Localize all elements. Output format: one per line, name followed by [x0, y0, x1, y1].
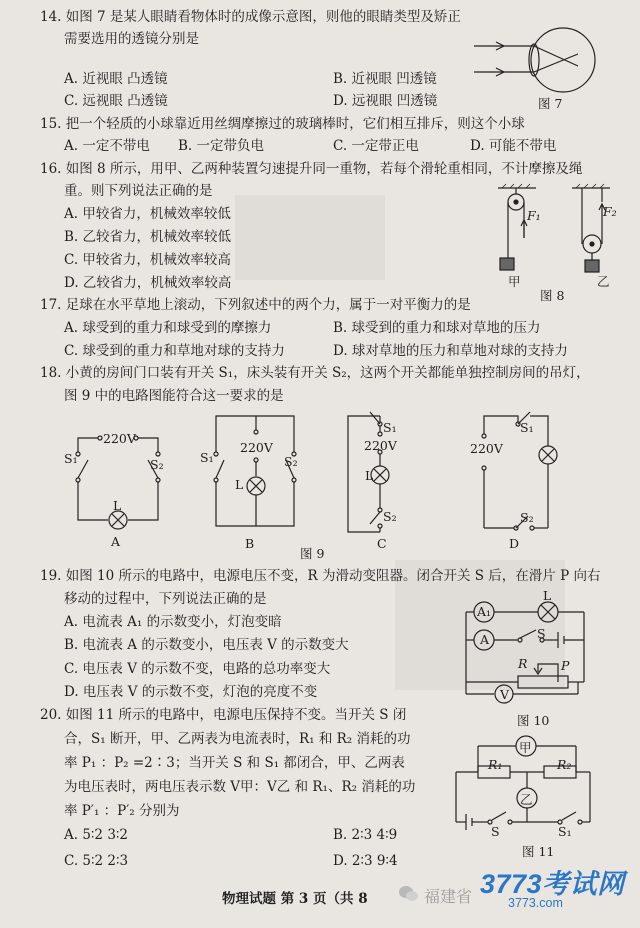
circuit-a-s1-label: S₁	[64, 451, 78, 466]
circuit-a-lamp-label: L	[113, 498, 122, 513]
q20-stem-line2: 合，S₁ 断开，甲、乙两表为电流表时，R₁ 和 R₂ 消耗的功	[64, 731, 411, 747]
circuit-a-220v-label: 220V	[103, 431, 136, 446]
figure-9-circuit-a	[70, 412, 170, 532]
figure-8-pulleys	[492, 182, 622, 282]
circuit-b-220v-label: 220V	[240, 440, 273, 455]
q20-option-a: A. 5∶2 3∶2	[64, 827, 129, 843]
figure-11-caption: 图 11	[522, 844, 555, 859]
figure-9-caption: 图 9	[300, 546, 325, 561]
q20-stem-line1: 20. 如图 11 所示的电路中，电源电压保持不变。当开关 S 闭	[40, 707, 407, 723]
figure-11-yi-meter: 乙	[520, 792, 533, 807]
figure-10-r-label: R	[518, 656, 528, 671]
q14-stem-line2: 需要选用的透镜分别是	[64, 31, 199, 47]
figure-9-circuit-b	[206, 408, 306, 538]
figure-11-s-label: S	[491, 824, 500, 839]
circuit-b-s1-label: S₁	[200, 450, 214, 465]
q16-stem-line1: 16. 如图 8 所示，用甲、乙两种装置匀速提升同一重物，若每个滑轮重相同，不计摩擦及绳	[40, 161, 583, 177]
figure-11-s1-label: S₁	[558, 824, 572, 839]
page-footer: 物理试题 第 3 页（共 8	[222, 891, 368, 907]
circuit-b-letter: B	[245, 536, 255, 551]
q14-option-c: C. 远视眼 凸透镜	[64, 93, 168, 109]
circuit-c-letter: C	[377, 536, 387, 551]
q18-stem-line1: 18. 小黄的房间门口装有开关 S₁，床头装有开关 S₂，这两个开关都能单独控制房间的吊灯，	[40, 365, 590, 381]
figure-8-f1-label: F₁	[527, 208, 541, 223]
circuit-a-letter: A	[111, 534, 121, 549]
q20-option-d: D. 2∶3 9∶4	[333, 853, 398, 869]
figure-8-yi-label: 乙	[597, 274, 610, 289]
circuit-d-220v-label: 220V	[470, 441, 503, 456]
q20-stem-line5: 率 P′₁ ：P′₂ 分别为	[64, 803, 180, 819]
figure-9-circuit-d	[474, 410, 564, 540]
circuit-d-s1-label: S₁	[520, 420, 534, 435]
q16-option-c: C. 甲较省力，机械效率较高	[64, 252, 231, 268]
q20-option-b: B. 2∶3 4∶9	[333, 827, 398, 843]
figure-10-caption: 图 10	[517, 713, 550, 728]
q14-option-a: A. 近视眼 凸透镜	[64, 71, 168, 87]
figure-7-caption: 图 7	[538, 96, 563, 111]
q19-option-b: B. 电流表 A 的示数变小，电压表 V 的示数变大	[64, 637, 349, 653]
q15-option-c: C. 一定带正电	[333, 138, 419, 154]
q15-stem: 15. 把一个轻质的小球靠近用丝绸摩擦过的玻璃棒时，它们相互排斥，则这个小球	[40, 116, 525, 132]
q17-option-a: A. 球受到的重力和球受到的摩擦力	[64, 320, 272, 336]
q16-option-d: D. 乙较省力，机械效率较高	[64, 275, 232, 291]
figure-9-circuit-c	[340, 410, 420, 540]
figure-8-jia-label: 甲	[508, 274, 521, 289]
bleed-through-mark	[235, 195, 385, 280]
q14-option-b: B. 近视眼 凹透镜	[333, 71, 437, 87]
watermark-wechat-text: 福建省	[424, 887, 473, 906]
q16-option-b: B. 乙较省力，机械效率较低	[64, 229, 232, 245]
q20-option-c: C. 5∶2 2∶3	[64, 853, 129, 869]
q19-option-c: C. 电压表 V 的示数不变，电路的总功率变大	[64, 661, 331, 677]
q19-stem-line1: 19. 如图 10 所示的电路中，电源电压不变，R 为滑动变阻器。闭合开关 S 后，在滑片 P 向右	[40, 568, 601, 584]
figure-10-v-meter: V	[500, 687, 510, 702]
wechat-icon	[398, 884, 420, 904]
watermark-brand: 3773考试网	[480, 869, 625, 899]
watermark-url: 3773.com	[508, 896, 563, 910]
circuit-c-s1-label: S₁	[383, 420, 397, 435]
circuit-a-s2-label: S₂	[150, 457, 164, 472]
q15-option-b: B. 一定带负电	[178, 138, 265, 154]
circuit-d-s2-label: S₂	[520, 510, 534, 525]
q16-option-a: A. 甲较省力，机械效率较低	[64, 206, 231, 222]
figure-10-lamp-label: L	[543, 588, 552, 603]
q14-option-d: D. 远视眼 凹透镜	[333, 93, 438, 109]
figure-10-a-meter: A	[480, 632, 490, 647]
figure-11-r1-label: R₁	[488, 757, 503, 772]
circuit-b-s2-label: S₂	[284, 454, 298, 469]
figure-10-p-label: P	[561, 658, 570, 673]
q17-option-c: C. 球受到的重力和草地对球的支持力	[64, 343, 285, 359]
q15-option-d: D. 可能不带电	[470, 138, 557, 154]
circuit-c-lamp-label: L	[365, 468, 374, 483]
figure-11-jia-meter: 甲	[519, 740, 532, 755]
q19-option-d: D. 电压表 V 的示数不变，灯泡的亮度不变	[64, 684, 318, 700]
q19-option-a: A. 电流表 A₁ 的示数变小，灯泡变暗	[64, 614, 282, 630]
q17-stem: 17. 足球在水平草地上滚动，下列叙述中的两个力，属于一对平衡力的是	[40, 297, 471, 313]
q17-option-b: B. 球受到的重力和球对草地的压力	[333, 320, 541, 336]
circuit-d-letter: D	[509, 536, 520, 551]
q16-stem-line2: 重。则下列说法正确的是	[64, 183, 213, 199]
figure-11-r2-label: R₂	[557, 757, 572, 772]
figure-7-eye-diagram	[468, 24, 598, 104]
circuit-b-lamp-label: L	[235, 477, 244, 492]
q19-stem-line2: 移动的过程中，下列说法正确的是	[64, 591, 267, 607]
q20-stem-line3: 率 P₁ ：P₂ =2∶3；当开关 S 和 S₁ 都闭合，甲、乙两表	[64, 755, 405, 771]
circuit-c-220v-label: 220V	[364, 438, 397, 453]
figure-10-a1-meter: A₁	[477, 604, 492, 619]
q17-option-d: D. 球对草地的压力和草地对球的支持力	[333, 343, 568, 359]
q20-stem-line4: 为电压表时，两电压表示数 V甲：V乙 和 R₁、R₂ 消耗的功	[64, 779, 416, 795]
figure-8-f2-label: F₂	[603, 204, 617, 219]
circuit-c-s2-label: S₂	[383, 509, 397, 524]
q18-stem-line2: 图 9 中的电路图能符合这一要求的是	[64, 388, 284, 404]
figure-10-switch-label: S	[537, 626, 546, 641]
figure-8-caption: 图 8	[540, 288, 565, 303]
q14-stem-line1: 14. 如图 7 是某人眼睛看物体时的成像示意图，则他的眼睛类型及矫正	[40, 9, 461, 25]
q15-option-a: A. 一定不带电	[64, 138, 150, 154]
